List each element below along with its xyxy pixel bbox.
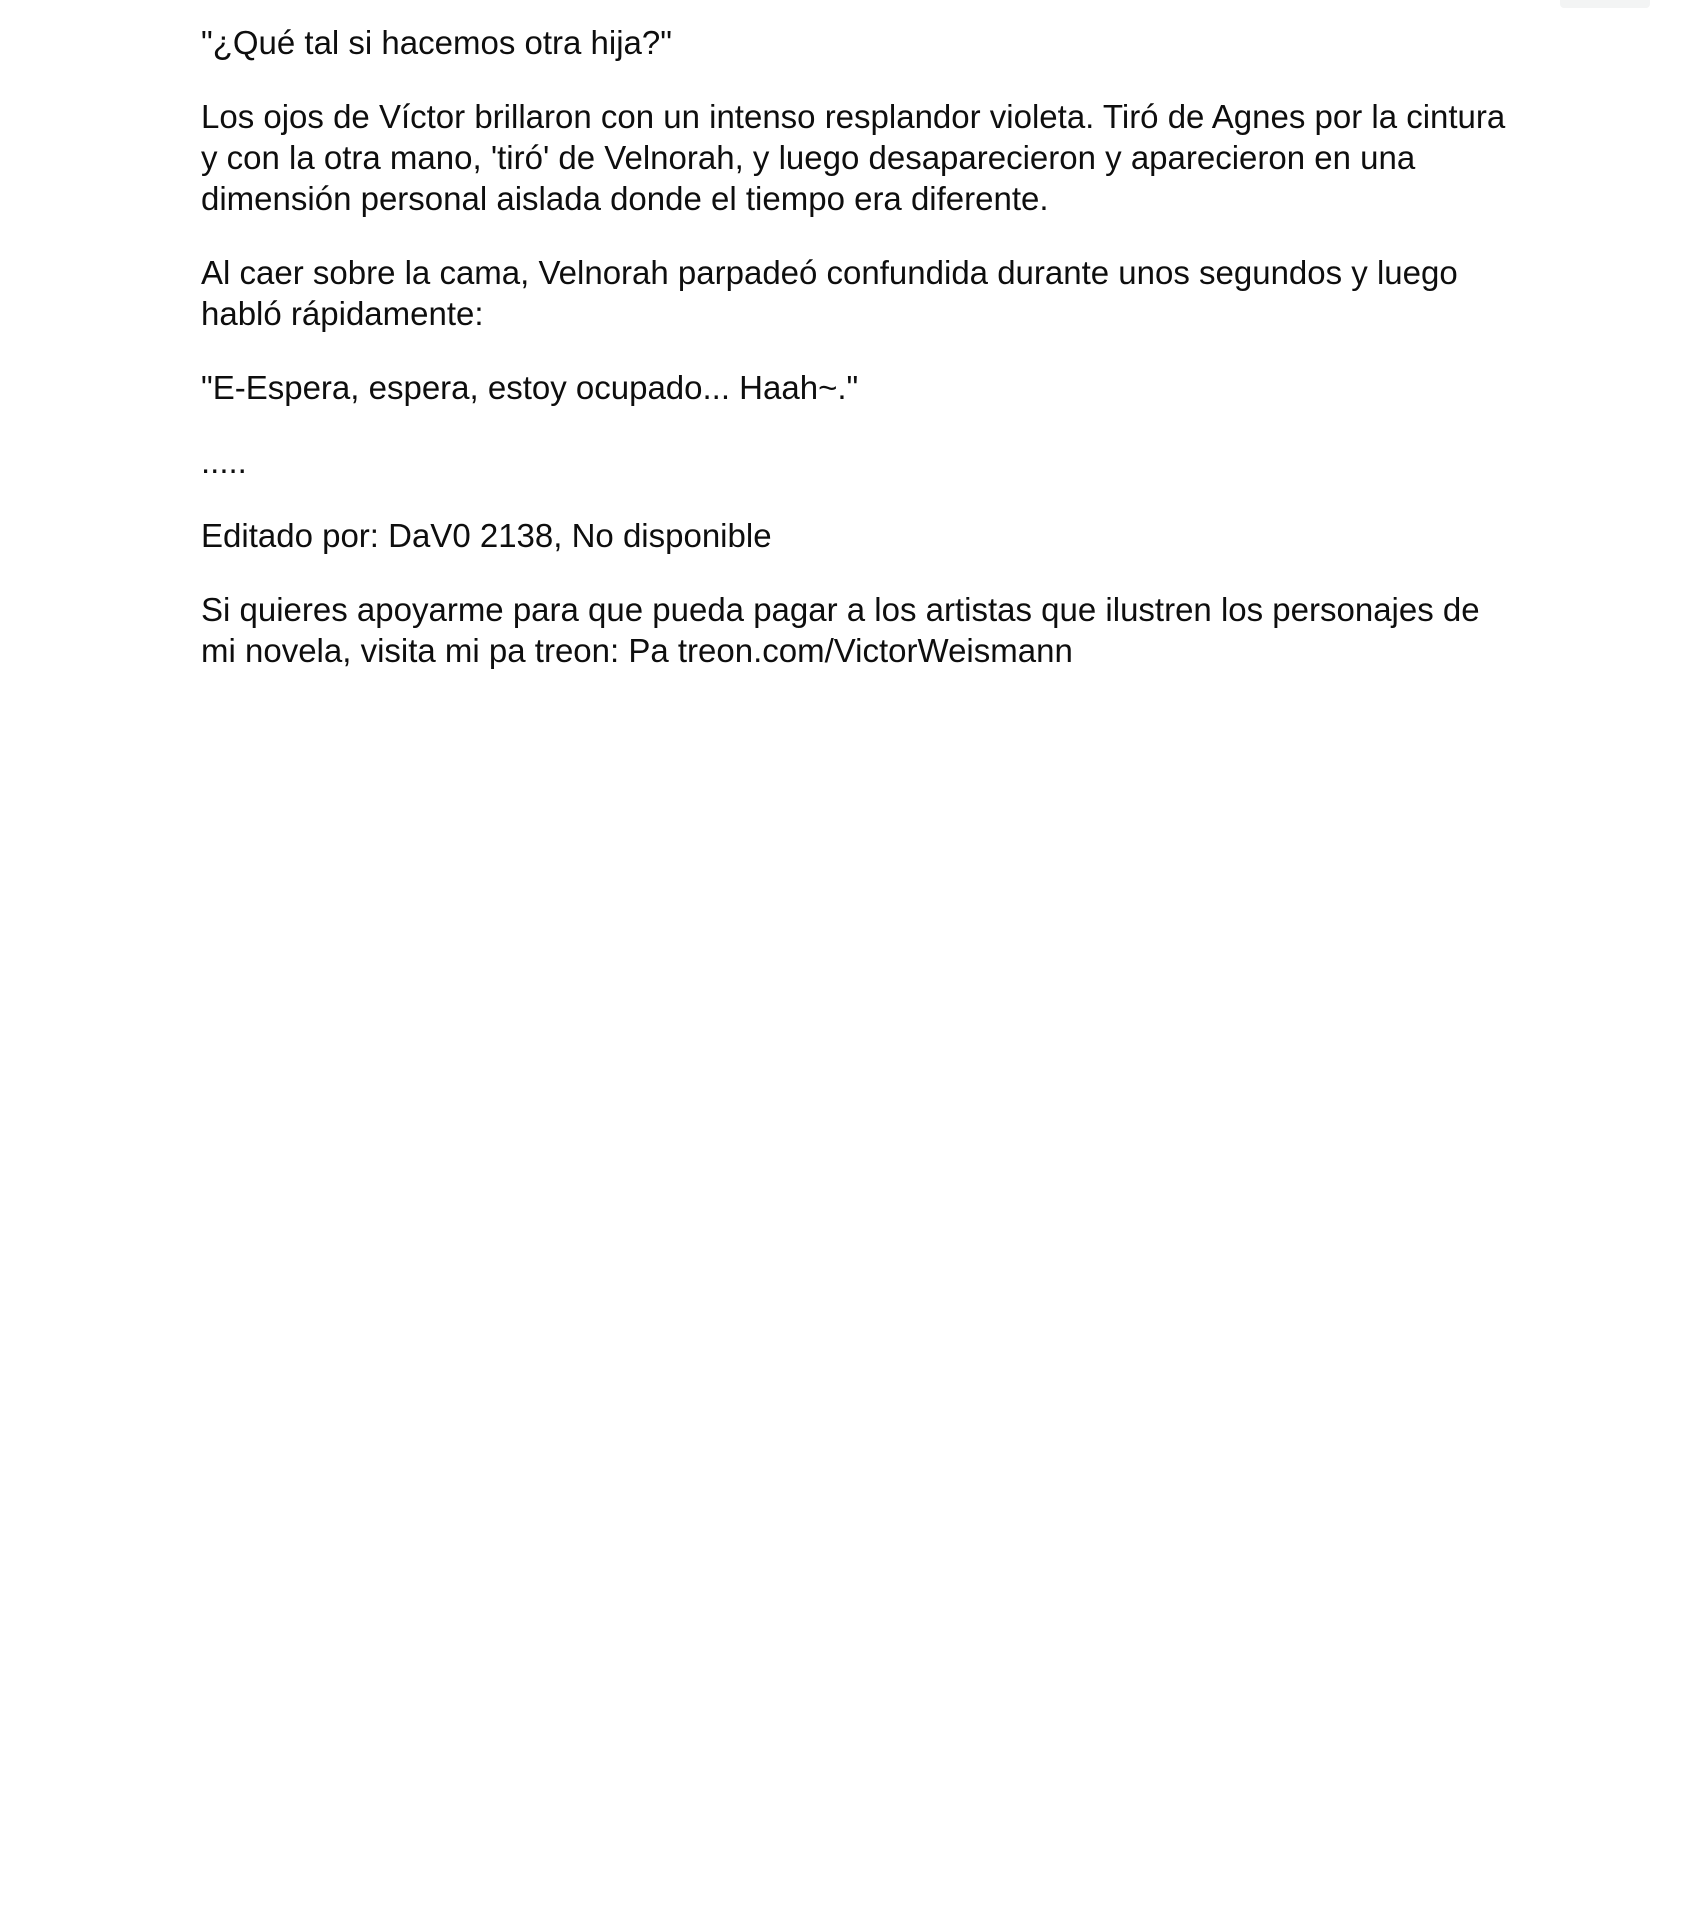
paragraph-support-note: Si quieres apoyarme para que pueda pagar a los artistas que ilustren los personajes de mi novela, visita mi pa treon: Pa treon.com/VictorWeismann [201,591,1480,669]
paragraph-dialogue-wait: "E-Espera, espera, estoy ocupado... Haah~." [201,369,859,406]
corner-mark [1560,0,1650,8]
paragraph-dialogue-question: "¿Qué tal si hacemos otra hija?" [201,24,672,61]
paragraph-victor-eyes: Los ojos de Víctor brillaron con un intenso resplandor violeta. Tiró de Agnes por la cintura y con la otra mano, 'tiró' de Velnorah, y luego desaparecieron y aparecieron en una dimensión personal aislada donde el tiempo era diferente. [201,98,1506,217]
paragraph-velnorah-bed: Al caer sobre la cama, Velnorah parpadeó confundida durante unos segundos y luego habló rápidamente: [201,254,1458,332]
document-body [201,22,1521,704]
paragraph-editor-credit: Editado por: DaV0 2138, No disponible [201,517,772,554]
paragraph-ellipsis: ..... [201,443,247,480]
